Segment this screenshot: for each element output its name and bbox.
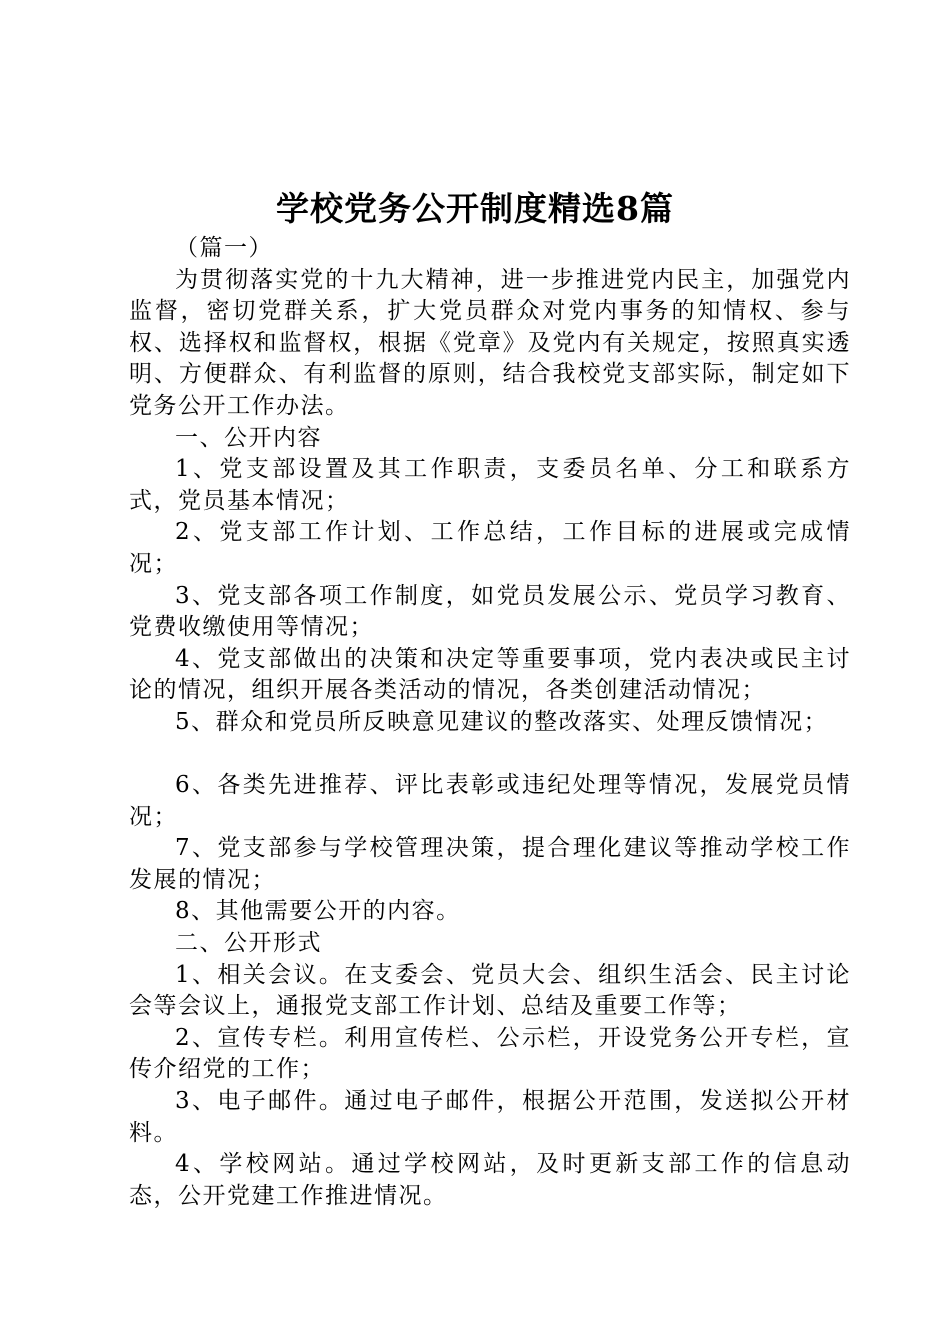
document-title: 学校党务公开制度精选8篇 bbox=[276, 189, 674, 228]
section-heading: 一、公开内容 bbox=[175, 424, 322, 451]
section-label: （篇一） bbox=[175, 235, 273, 261]
list-item: 6、各类先进推荐、评比表彰或违纪处理等情况，发展党员情况； bbox=[129, 772, 851, 830]
list-item: 3、党支部各项工作制度，如党员发展公示、党员学习教育、党费收缴使用等情况； bbox=[129, 582, 851, 641]
list-item: 1、党支部设置及其工作职责，支委员名单、分工和联系方式，党员基本情况； bbox=[129, 456, 851, 514]
section-heading: 二、公开形式 bbox=[175, 930, 322, 957]
intro-paragraph: 为贯彻落实党的十九大精神，进一步推进党内民主，加强党内监督，密切党群关系，扩大党员群众对党内事务的知情权、参与权、选择权和监督权，根据《党章》及党内有关规定，按照真实透明、方便群众、有利监督的原则，结合我校党支部实际，制定如下党务公开工作办法。 bbox=[129, 266, 851, 419]
list-item: 2、宣传专栏。利用宣传栏、公示栏，开设党务公开专栏，宣传介绍党的工作； bbox=[129, 1024, 851, 1083]
list-item: 8、其他需要公开的内容。 bbox=[175, 898, 461, 925]
list-item: 4、党支部做出的决策和决定等重要事项，党内表决或民主讨论的情况，组织开展各类活动的情况，各类创建活动情况； bbox=[129, 645, 851, 704]
document-body bbox=[129, 233, 851, 1212]
list-item: 4、学校网站。通过学校网站，及时更新支部工作的信息动态，公开党建工作推进情况。 bbox=[129, 1151, 851, 1209]
list-item: 5、群众和党员所反映意见建议的整改落实、处理反馈情况； bbox=[175, 708, 829, 735]
list-item: 3、电子邮件。通过电子邮件，根据公开范围，发送拟公开材料。 bbox=[129, 1088, 851, 1146]
list-item: 2、党支部工作计划、工作总结，工作目标的进展或完成情况； bbox=[129, 519, 851, 577]
list-item: 7、党支部参与学校管理决策，提合理化建议等推动学校工作发展的情况； bbox=[129, 835, 851, 893]
list-item: 1、相关会议。在支委会、党员大会、组织生活会、民主讨论会等会议上，通报党支部工作计划、总结及重要工作等； bbox=[129, 961, 851, 1020]
